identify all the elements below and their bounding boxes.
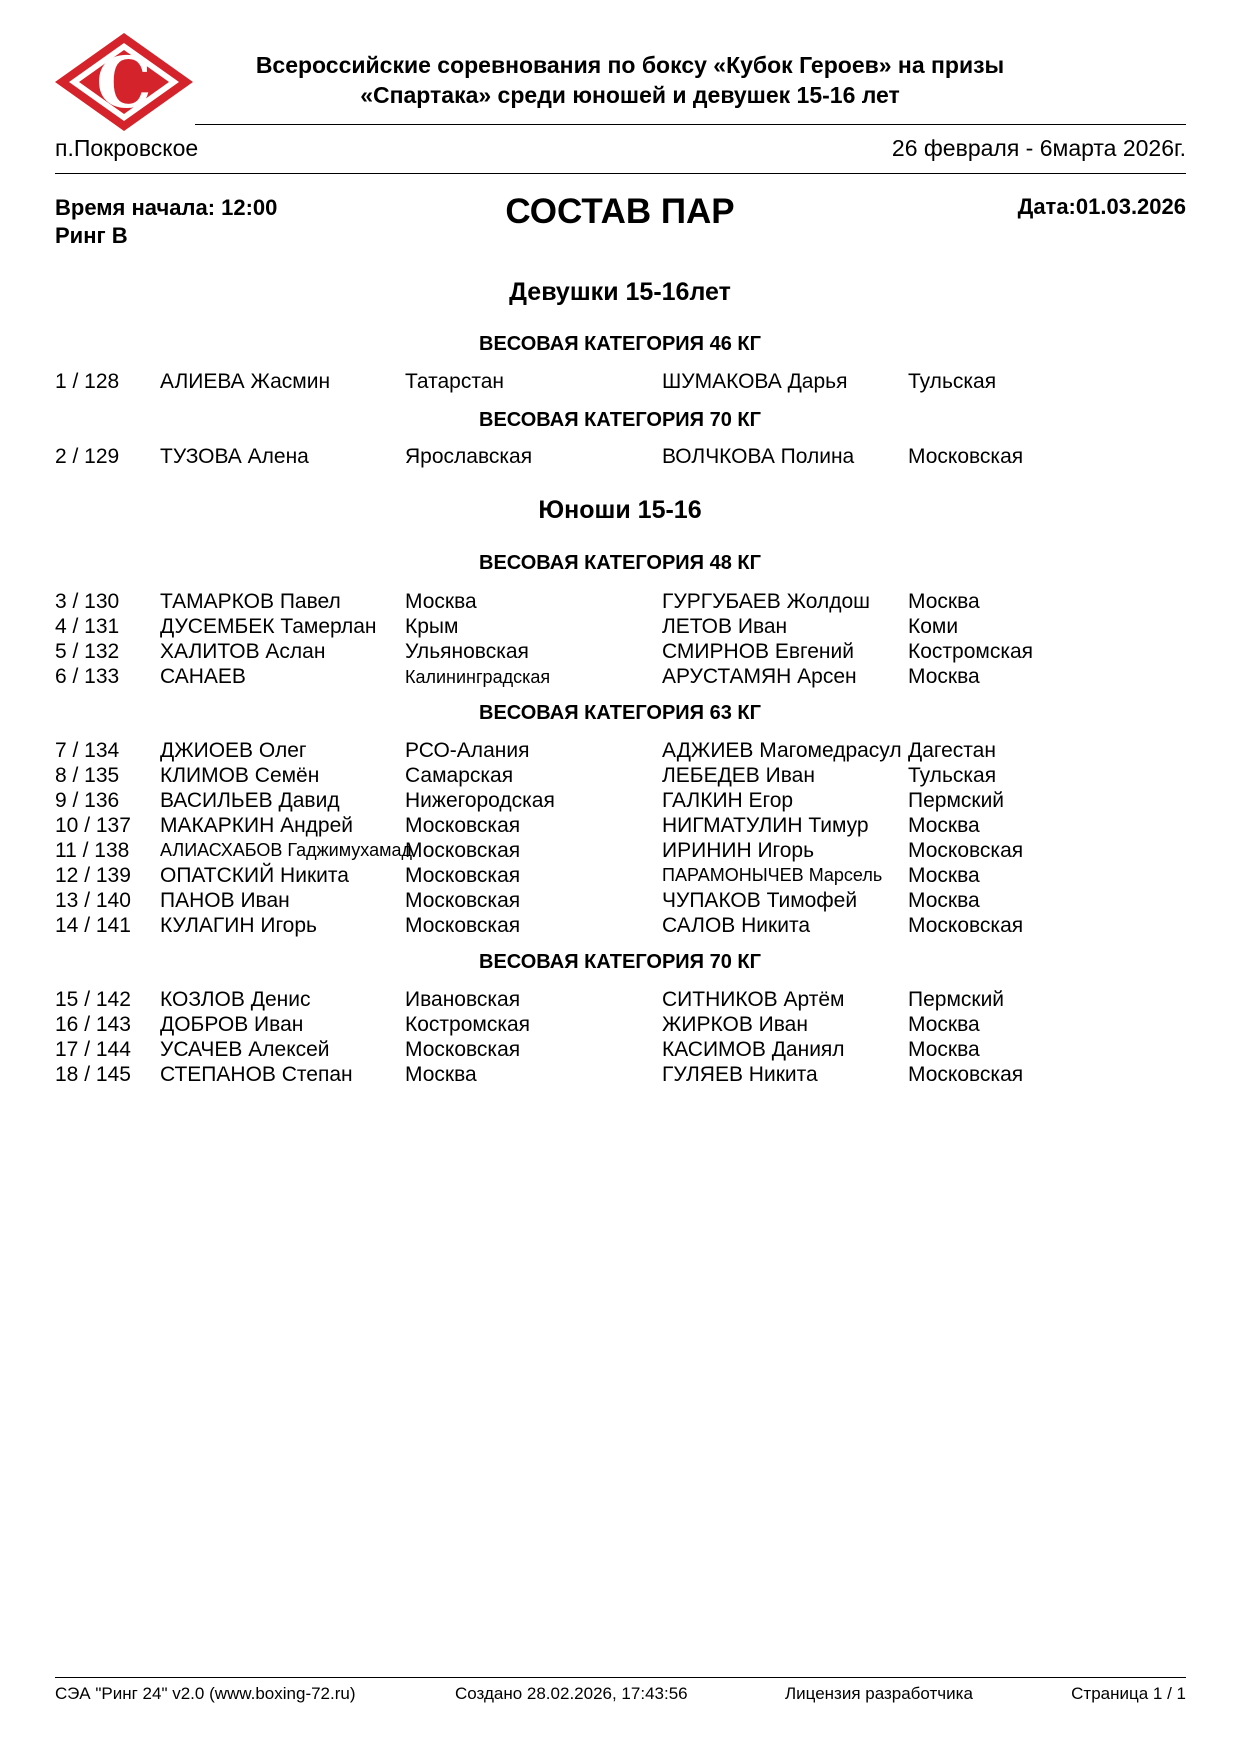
red-corner-boxer: КОЗЛОВ Денис xyxy=(160,988,311,1011)
blue-corner-boxer: СМИРНОВ Евгений xyxy=(662,640,854,663)
venue: п.Покровское xyxy=(55,135,199,161)
pair-number: 1 / 128 xyxy=(55,370,120,393)
red-corner-boxer: ТУЗОВА Алена xyxy=(160,445,309,468)
blue-corner-boxer: КАСИМОВ Даниял xyxy=(662,1038,845,1061)
blue-corner-boxer: НИГМАТУЛИН Тимур xyxy=(662,814,869,837)
red-corner-boxer: ТАМАРКОВ Павел xyxy=(160,590,341,613)
header-divider-top xyxy=(195,124,1186,125)
pair-row xyxy=(0,739,1240,764)
red-corner-boxer: КЛИМОВ Семён xyxy=(160,764,320,787)
red-corner-region: Ивановская xyxy=(405,988,521,1011)
red-corner-boxer: ОПАТСКИЙ Никита xyxy=(160,864,349,887)
blue-corner-region: Московская xyxy=(908,445,1024,468)
pair-number: 12 / 139 xyxy=(55,864,131,887)
red-corner-region: Калининградская xyxy=(405,667,551,687)
blue-corner-region: Москва xyxy=(908,814,980,837)
weight-category: ВЕСОВАЯ КАТЕГОРИЯ 48 КГ xyxy=(479,552,761,574)
blue-corner-region: Москва xyxy=(908,864,980,887)
event-title-line2: «Спартака» среди юношей и девушек 15-16 лет xyxy=(360,82,900,108)
pair-number: 14 / 141 xyxy=(55,914,131,937)
blue-corner-boxer: ЛЕТОВ Иван xyxy=(662,615,788,638)
pair-number: 18 / 145 xyxy=(55,1063,131,1086)
blue-corner-region: Костромская xyxy=(908,640,1034,663)
blue-corner-region: Москва xyxy=(908,889,980,912)
weight-category: ВЕСОВАЯ КАТЕГОРИЯ 70 КГ xyxy=(479,409,761,431)
red-corner-region: Московская xyxy=(405,889,521,912)
pair-row xyxy=(0,370,1240,395)
pair-number: 6 / 133 xyxy=(55,665,120,688)
pair-row xyxy=(0,814,1240,839)
blue-corner-boxer: САЛОВ Никита xyxy=(662,914,811,937)
blue-corner-boxer: ГУРГУБАЕВ Жолдош xyxy=(662,590,871,613)
weight-category: ВЕСОВАЯ КАТЕГОРИЯ 46 КГ xyxy=(479,333,761,355)
red-corner-boxer: ДЖИОЕВ Олег xyxy=(160,739,307,762)
pair-number: 17 / 144 xyxy=(55,1038,131,1061)
footer-license: Лицензия разработчика xyxy=(785,1684,973,1703)
blue-corner-boxer: ГАЛКИН Егор xyxy=(662,789,794,812)
footer-page-number: Страница 1 / 1 xyxy=(1071,1684,1186,1703)
pair-row xyxy=(0,590,1240,615)
blue-corner-boxer: ГУЛЯЕВ Никита xyxy=(662,1063,818,1086)
blue-corner-boxer: АРУСТАМЯН Арсен xyxy=(662,665,857,688)
pair-number: 5 / 132 xyxy=(55,640,120,663)
pair-number: 8 / 135 xyxy=(55,764,120,787)
blue-corner-boxer: ЛЕБЕДЕВ Иван xyxy=(662,764,815,787)
group-title: Девушки 15-16лет xyxy=(509,278,731,306)
pair-row xyxy=(0,864,1240,889)
red-corner-region: Москва xyxy=(405,590,477,613)
footer-software: СЭА "Ринг 24" v2.0 (www.boxing-72.ru) xyxy=(55,1684,356,1703)
red-corner-boxer: ХАЛИТОВ Аслан xyxy=(160,640,326,663)
red-corner-region: Московская xyxy=(405,839,521,862)
start-time: Время начала: 12:00 xyxy=(55,195,278,220)
pair-row xyxy=(0,665,1240,690)
footer-divider xyxy=(55,1677,1186,1678)
pair-row xyxy=(0,988,1240,1013)
red-corner-region: Московская xyxy=(405,914,521,937)
blue-corner-boxer: ИРИНИН Игорь xyxy=(662,839,815,862)
pair-number: 3 / 130 xyxy=(55,590,120,613)
pair-row xyxy=(0,839,1240,864)
pair-number: 15 / 142 xyxy=(55,988,131,1011)
blue-corner-region: Коми xyxy=(908,615,959,638)
pair-row xyxy=(0,914,1240,939)
blue-corner-region: Пермский xyxy=(908,789,1005,812)
blue-corner-boxer: ЖИРКОВ Иван xyxy=(662,1013,808,1036)
red-corner-boxer: ПАНОВ Иван xyxy=(160,889,290,912)
pair-number: 9 / 136 xyxy=(55,789,120,812)
red-corner-region: Татарстан xyxy=(405,370,505,393)
red-corner-boxer: ДОБРОВ Иван xyxy=(160,1013,304,1036)
blue-corner-boxer: ПАРАМОНЫЧЕВ Марсель xyxy=(662,865,883,885)
pair-row xyxy=(0,640,1240,665)
pair-row xyxy=(0,1013,1240,1038)
pair-number: 7 / 134 xyxy=(55,739,120,762)
blue-corner-region: Пермский xyxy=(908,988,1005,1011)
pair-row xyxy=(0,1038,1240,1063)
blue-corner-region: Тульская xyxy=(908,764,997,787)
blue-corner-region: Дагестан xyxy=(908,739,996,762)
pair-row xyxy=(0,615,1240,640)
weight-category: ВЕСОВАЯ КАТЕГОРИЯ 63 КГ xyxy=(479,702,761,724)
blue-corner-boxer: СИТНИКОВ Артём xyxy=(662,988,845,1011)
red-corner-region: Московская xyxy=(405,814,521,837)
pair-row xyxy=(0,445,1240,470)
red-corner-boxer: СТЕПАНОВ Степан xyxy=(160,1063,353,1086)
weight-category: ВЕСОВАЯ КАТЕГОРИЯ 70 КГ xyxy=(479,951,761,973)
red-corner-region: Москва xyxy=(405,1063,477,1086)
pair-number: 11 / 138 xyxy=(55,839,130,862)
red-corner-region: Крым xyxy=(405,615,459,638)
red-corner-region: Московская xyxy=(405,1038,521,1061)
red-corner-boxer: УСАЧЕВ Алексей xyxy=(160,1038,330,1061)
red-corner-boxer: МАКАРКИН Андрей xyxy=(160,814,354,837)
red-corner-boxer: ВАСИЛЬЕВ Давид xyxy=(160,789,340,812)
blue-corner-region: Москва xyxy=(908,665,980,688)
spartak-logo xyxy=(52,30,196,134)
pair-row xyxy=(0,889,1240,914)
red-corner-boxer: ДУСЕМБЕК Тамерлан xyxy=(160,615,377,638)
footer-created: Создано 28.02.2026, 17:43:56 xyxy=(455,1684,688,1703)
blue-corner-region: Московская xyxy=(908,839,1024,862)
document-date: Дата:01.03.2026 xyxy=(1017,194,1186,219)
red-corner-boxer: САНАЕВ xyxy=(160,665,246,688)
pair-number: 13 / 140 xyxy=(55,889,131,912)
event-dates: 26 февраля - 6марта 2026г. xyxy=(891,135,1186,161)
red-corner-boxer: АЛИЕВА Жасмин xyxy=(160,370,331,393)
logo-letter: С xyxy=(96,41,152,124)
event-title-line1: Всероссийские соревнования по боксу «Кубок Героев» на призы xyxy=(255,52,1005,78)
pair-number: 10 / 137 xyxy=(55,814,131,837)
blue-corner-region: Тульская xyxy=(908,370,997,393)
header-divider xyxy=(55,173,1186,174)
pair-row xyxy=(0,1063,1240,1088)
blue-corner-boxer: АДЖИЕВ Магомедрасул xyxy=(662,739,902,762)
red-corner-region: Ульяновская xyxy=(405,640,529,663)
red-corner-region: Самарская xyxy=(405,764,514,787)
pair-row xyxy=(0,789,1240,814)
red-corner-region: РСО-Алания xyxy=(405,739,530,762)
group-title: Юноши 15-16 xyxy=(538,496,702,524)
red-corner-region: Нижегородская xyxy=(405,789,555,812)
blue-corner-region: Москва xyxy=(908,590,980,613)
blue-corner-region: Москва xyxy=(908,1038,980,1061)
red-corner-region: Костромская xyxy=(405,1013,531,1036)
event-title xyxy=(200,50,1060,110)
red-corner-boxer: КУЛАГИН Игорь xyxy=(160,914,317,937)
blue-corner-boxer: ВОЛЧКОВА Полина xyxy=(662,445,855,468)
red-corner-region: Ярославская xyxy=(405,445,533,468)
blue-corner-boxer: ШУМАКОВА Дарья xyxy=(662,370,848,393)
document-title: СОСТАВ ПАР xyxy=(505,192,735,231)
blue-corner-boxer: ЧУПАКОВ Тимофей xyxy=(662,889,858,912)
blue-corner-region: Москва xyxy=(908,1013,980,1036)
pair-number: 2 / 129 xyxy=(55,445,120,468)
blue-corner-region: Московская xyxy=(908,914,1024,937)
red-corner-region: Московская xyxy=(405,864,521,887)
pair-number: 4 / 131 xyxy=(55,615,120,638)
red-corner-boxer: АЛИАСХАБОВ Гаджимухамад xyxy=(160,840,412,860)
pair-number: 16 / 143 xyxy=(55,1013,131,1036)
pair-row xyxy=(0,764,1240,789)
ring-name: Ринг В xyxy=(55,223,128,248)
blue-corner-region: Московская xyxy=(908,1063,1024,1086)
